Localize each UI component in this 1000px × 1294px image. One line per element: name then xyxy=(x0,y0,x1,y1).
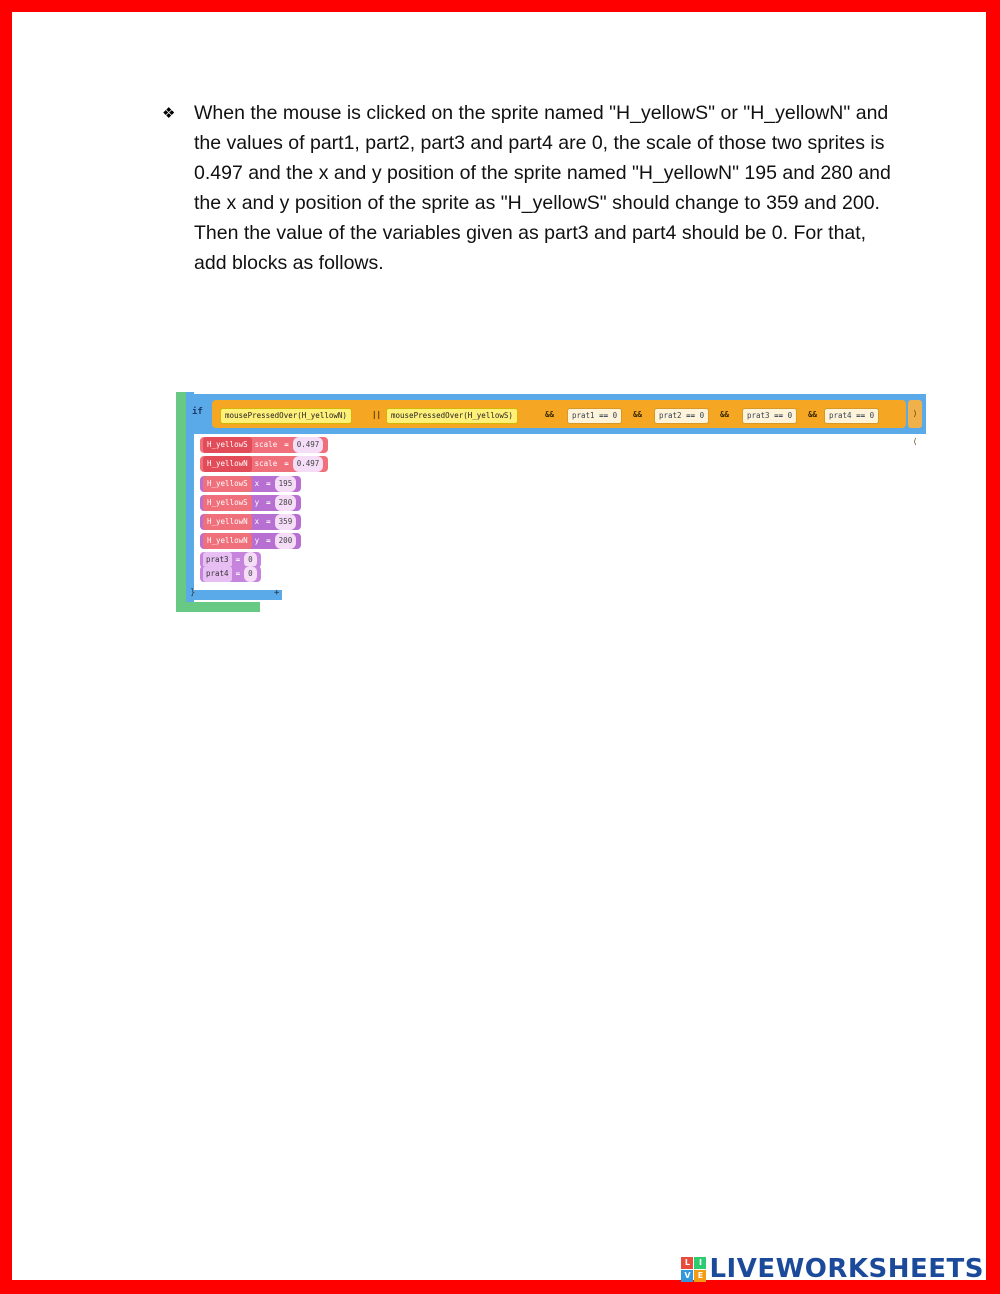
mouse-pressed-over-north: mousePressedOver(H_yellowN) xyxy=(220,408,352,424)
statement-yellowN-x: H_yellowN x = 359 xyxy=(200,514,301,530)
and-operator: && xyxy=(720,410,730,419)
comparison-prat4: prat4 == 0 xyxy=(824,408,879,424)
diamond-bullet-icon: ❖ xyxy=(162,104,176,122)
logo-text: LIVEWORKSHEETS xyxy=(709,1254,984,1284)
event-block-foot xyxy=(182,602,260,612)
logo-mark-icon: L I V E xyxy=(681,1257,706,1282)
comparison-prat3: prat3 == 0 xyxy=(742,408,797,424)
comparison-prat1: prat1 == 0 xyxy=(567,408,622,424)
statement-prat3: prat3 = 0 xyxy=(200,552,261,568)
statement-yellowS-scale: H_yellowS scale = 0.497 xyxy=(200,437,328,453)
statement-yellowN-y: H_yellowN y = 200 xyxy=(200,533,301,549)
statement-yellowS-y: H_yellowS y = 280 xyxy=(200,495,301,511)
add-icon: + xyxy=(274,588,280,598)
statement-yellowS-x: H_yellowS x = 195 xyxy=(200,476,301,492)
mouse-pressed-over-south: mousePressedOver(H_yellowS) xyxy=(386,408,518,424)
code-blocks-image xyxy=(162,380,927,620)
instruction-item xyxy=(162,98,902,278)
if-keyword: if xyxy=(192,407,203,417)
and-operator: && xyxy=(545,410,555,419)
statement-prat4: prat4 = 0 xyxy=(200,566,261,582)
closing-brace: } xyxy=(190,588,196,598)
instruction-text: When the mouse is clicked on the sprite named "H_yellowS" or "H_yellowN" and the values of part1, part2, part3 and part4 are 0, the scale of those two sprites is 0.497 and the x and y position of the sprite named "H_yellowN" 195 and 280 and the x and y position of the sprite as "H_yellowS" should change to 359 and 200. Then the value of the variables given as part3 and part4 should be 0. For that, add blocks as follows. xyxy=(194,102,891,274)
or-operator: || xyxy=(372,410,382,419)
and-operator: && xyxy=(808,410,818,419)
comparison-prat2: prat2 == 0 xyxy=(654,408,709,424)
if-block-foot xyxy=(186,590,282,600)
condition-end: ⟩ ⟨ xyxy=(908,400,922,428)
statement-yellowN-scale: H_yellowN scale = 0.497 xyxy=(200,456,328,472)
liveworksheets-logo xyxy=(681,1254,984,1284)
and-operator: && xyxy=(633,410,643,419)
